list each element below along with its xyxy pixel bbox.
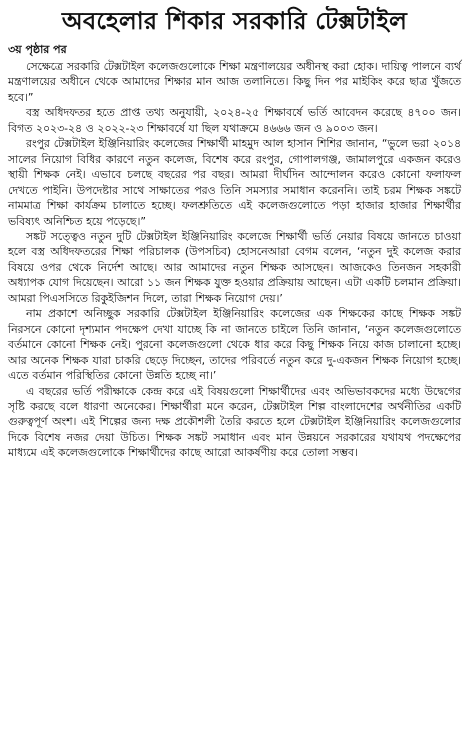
article-paragraph: নাম প্রকাশে অনিচ্ছুক সরকারি টেক্সটাইল ইঞ্জিনিয়ারিং কলেজের এক শিক্ষকের কাছে শিক্ষক সঙ্কট নিরসনে কোনো দৃশ্যমান পদক্ষেপ দেখা যাচ্ছে কি না জানতে চাইলে তিনি জানান, ‘নতুন কলেজগুলোতে বর্তমানে কোনো শিক্ষক নেই। পুরনো কলেজগুলো থেকে ধার করে কিছু শিক্ষক নিয়ে কাজ চালানো হচ্ছে। আর অনেক শিক্ষক যারা চাকরি ছেড়ে দিচ্ছেন, তাদের পরিবর্তে নতুন করে দু-একজন শিক্ষক নিয়োগ হচ্ছে। এতে বর্তমান পরিস্থিতির কোনো উন্নতি হচ্ছে না।’ xyxy=(8,307,461,383)
article-paragraph: সঙ্কট সত্ত্বেও নতুন দুটি টেক্সটাইল ইঞ্জিনিয়ারিং কলেজে শিক্ষার্থী ভর্তি নেয়ার বিষয়ে জানতে চাওয়া হলে বস্ত্র অধিদফতরের শিক্ষা পরিচালক (উপসচিব) হোসনেআরা বেগম বলেন, ‘নতুন দুই কলেজ করার বিষয়ে ওপর থেকে নির্দেশ আছে। আর আমাদের নতুন শিক্ষক আসছেন। আজকেও তিনজন সহকারী অধ্যাপক যোগ দিয়েছেন। আরো ১১ জন শিক্ষক যুক্ত হওয়ার প্রক্রিয়ায় আছেন। এটা একটি চলমান প্রক্রিয়া। আমরা পিএসসিতে রিকুইজিশন দিলে, তারা শিক্ষক নিয়োগ দেয়।’ xyxy=(8,229,461,305)
article-paragraph: বস্ত্র অধিদফতর হতে প্রাপ্ত তথ্য অনুযায়ী, ২০২৪-২৫ শিক্ষাবর্ষে ভর্তি আবেদন করেছে ৪৭০০ জন। বিগত ২০২৩-২৪ ও ২০২২-২৩ শিক্ষাবর্ষে যা ছিল যথাক্রমে ৪৬৬৬ জন ও ৯০০৩ জন। xyxy=(8,106,461,135)
article-paragraph: রংপুর টেক্সটাইল ইঞ্জিনিয়ারিং কলেজের শিক্ষার্থী মাহমুদ আল হাসান শিশির জানান, “ভুলে ভরা ২০১৪ সালের নিয়োগ বিধির কারণে নতুন কলেজ, বিশেষ করে রংপুর, গোপালগঞ্জ, জামালপুরে একজন করেও স্থায়ী শিক্ষক নেই। এভাবে চলছে বছরের পর বছর। আমরা দীর্ঘদিন আন্দোলন করেও কোনো ফলাফল দেখতে পাইনি। উপদেষ্টার সাথে সাক্ষাতের পরও তিনি সমস্যার সমাধান করেননি। তাই চরম শিক্ষক সঙ্কটে নামমাত্র শিক্ষা কার্যক্রম চালাতে হচ্ছে। ফলশ্রুতিতে এই কলেজগুলোতে পড়া হাজার হাজার শিক্ষার্থীর ভবিষ্যৎ অনিশ্চিত হয়ে পড়েছে।” xyxy=(8,137,461,228)
headline: অবহেলার শিকার সরকারি টেক্সটাইল xyxy=(61,7,408,35)
article-paragraph: এ বছরের ভর্তি পরীক্ষাকে কেন্দ্র করে এই বিষয়গুলো শিক্ষার্থীদের এবং অভিভাবকদের মধ্যে উদ্বেগের সৃষ্টি করছে বলে ধারণা অনেকের। শিক্ষার্থীরা মনে করেন, টেক্সটাইল শিল্প বাংলাদেশের অর্থনীতির একটি গুরুত্বপূর্ণ অংশ। এই শিল্পের জন্য দক্ষ প্রকৌশলী তৈরি করতে হলে টেক্সটাইল ইঞ্জিনিয়ারিং কলেজগুলোর দিকে বিশেষ নজর দেয়া উচিত। শিক্ষক সঙ্কট সমাধান এবং মান উন্নয়নে সরকারের যথাযথ পদক্ষেপের মাধ্যমে এই কলেজগুলোকে শিক্ষার্থীদের কাছে আরো আকর্ষণীয় করে তোলা সম্ভব। xyxy=(8,384,461,460)
continued-from-label: ৩য় পৃষ্ঠার পর xyxy=(8,43,67,56)
article-body xyxy=(8,59,461,461)
article-paragraph: সেক্ষেত্রে সরকারি টেক্সটাইল কলেজগুলোকে শিক্ষা মন্ত্রণালয়ের অধীনস্থ করা হোক। দায়িত্ব পালনে ব্যর্থ মন্ত্রণালয়ের অধীনে থেকে আমাদের শিক্ষার মান আজ তলানিতে। কিছু দিন পর মাইকিং করে ছাত্র খুঁজতে হবে।” xyxy=(8,60,461,104)
